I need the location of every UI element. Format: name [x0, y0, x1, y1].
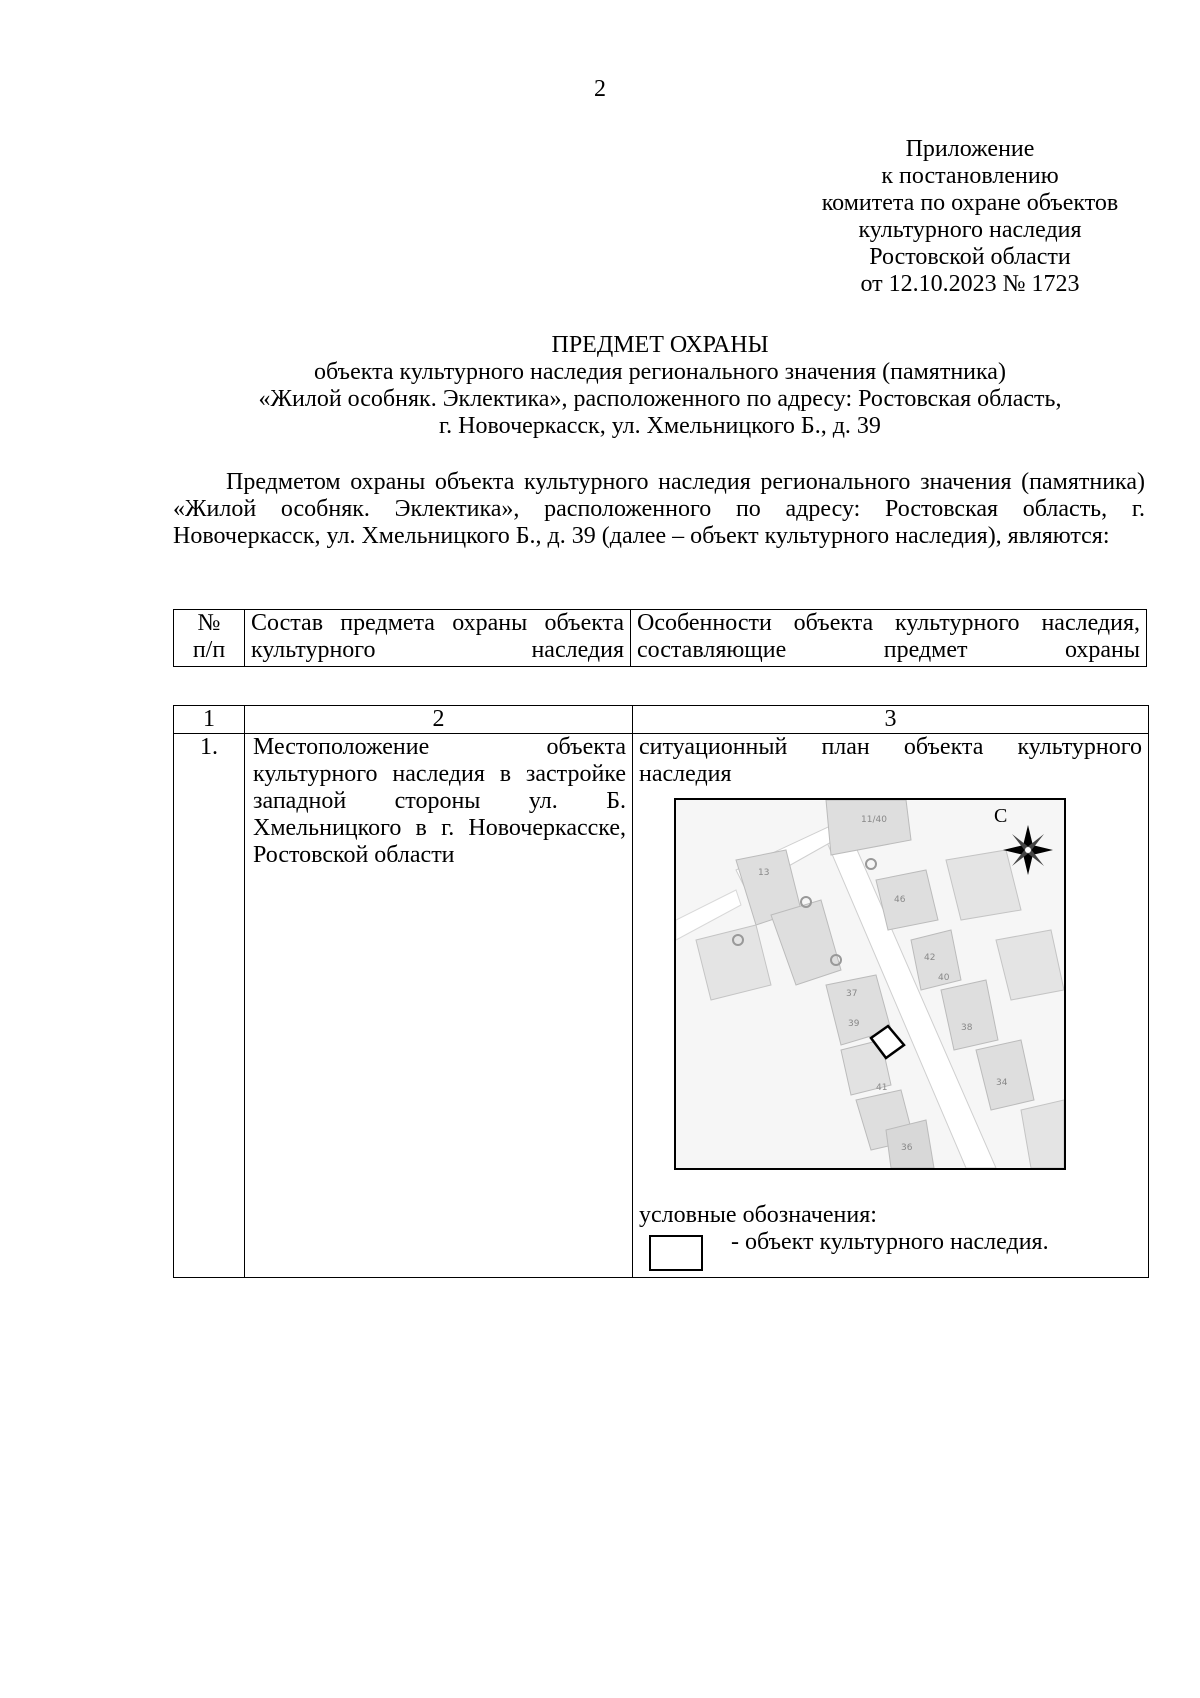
- map-label: 38: [961, 1023, 973, 1033]
- header-number-abbr: п/п: [192, 637, 226, 663]
- body-table: [173, 705, 1149, 1278]
- title-line: объекта культурного наследия регионального значения (памятника): [314, 359, 1006, 385]
- appendix-line: к постановлению: [881, 163, 1059, 189]
- intro-paragraph: Предметом охраны объекта культурного наследия регионального значения (памятника) «Жилой особняк. Эклектика», расположенного по адресу: Ростовская область, г. Новочеркасск, ул. Хмельницкого Б., д. 39 (далее – объект культурного наследия), являются:: [173, 469, 1145, 549]
- title-line: г. Новочеркасск, ул. Хмельницкого Б., д. 39: [439, 413, 881, 439]
- appendix-line: комитета по охране объектов: [821, 190, 1119, 216]
- row-features: [633, 734, 1149, 1278]
- legend-title: условные обозначения:: [639, 1202, 877, 1228]
- header-row: [174, 610, 1147, 667]
- legend-row: [639, 1229, 1142, 1277]
- row-number: 1.: [174, 734, 245, 1278]
- header-cell-number: [174, 610, 245, 667]
- map-label: 13: [758, 868, 770, 878]
- map-label: 39: [848, 1019, 860, 1029]
- column-number: 1: [174, 706, 245, 734]
- map-label: 42: [924, 953, 936, 963]
- compass-north-label: С: [994, 805, 1008, 827]
- map-label: 40: [938, 973, 950, 983]
- column-number: 3: [633, 706, 1149, 734]
- appendix-line: Ростовской области: [869, 244, 1071, 270]
- legend-item-label: - объект культурного наследия.: [731, 1229, 1049, 1255]
- header-cell-composition: Состав предмета охраны объекта культурного наследия: [245, 610, 631, 667]
- header-cell-features: Особенности объекта культурного наследия, составляющие предмет охраны: [631, 610, 1147, 667]
- map-label: 46: [894, 895, 906, 905]
- situational-plan-map: [674, 798, 1066, 1170]
- map-label: 36: [901, 1143, 913, 1153]
- header-number-sign: №: [197, 610, 221, 636]
- appendix-line: культурного наследия: [858, 217, 1082, 243]
- row-composition: Местоположение объекта культурного наследия в застройке западной стороны ул. Б. Хмельницкого в г. Новочеркасске, Ростовской области: [245, 734, 633, 1278]
- appendix-line: от 12.10.2023 № 1723: [860, 271, 1080, 297]
- feature-text: ситуационный план объекта культурного наследия: [639, 734, 1142, 787]
- appendix-line: Приложение: [905, 136, 1035, 162]
- column-number-row: [174, 706, 1149, 734]
- title-line: «Жилой особняк. Эклектика», расположенного по адресу: Ростовская область,: [258, 386, 1062, 412]
- column-number: 2: [245, 706, 633, 734]
- map-svg: [676, 800, 1064, 1168]
- document-title: [160, 332, 1160, 440]
- header-table: [173, 609, 1147, 667]
- map-label: 34: [996, 1078, 1008, 1088]
- map-label: 37: [846, 989, 858, 999]
- map-label: 41: [876, 1083, 888, 1093]
- legend-symbol: [649, 1235, 703, 1271]
- title-heading: ПРЕДМЕТ ОХРАНЫ: [551, 332, 769, 358]
- map-label: 11/40: [861, 815, 887, 825]
- page-number: 2: [594, 76, 606, 102]
- appendix-block: [770, 136, 1170, 298]
- table-row: [174, 734, 1149, 1278]
